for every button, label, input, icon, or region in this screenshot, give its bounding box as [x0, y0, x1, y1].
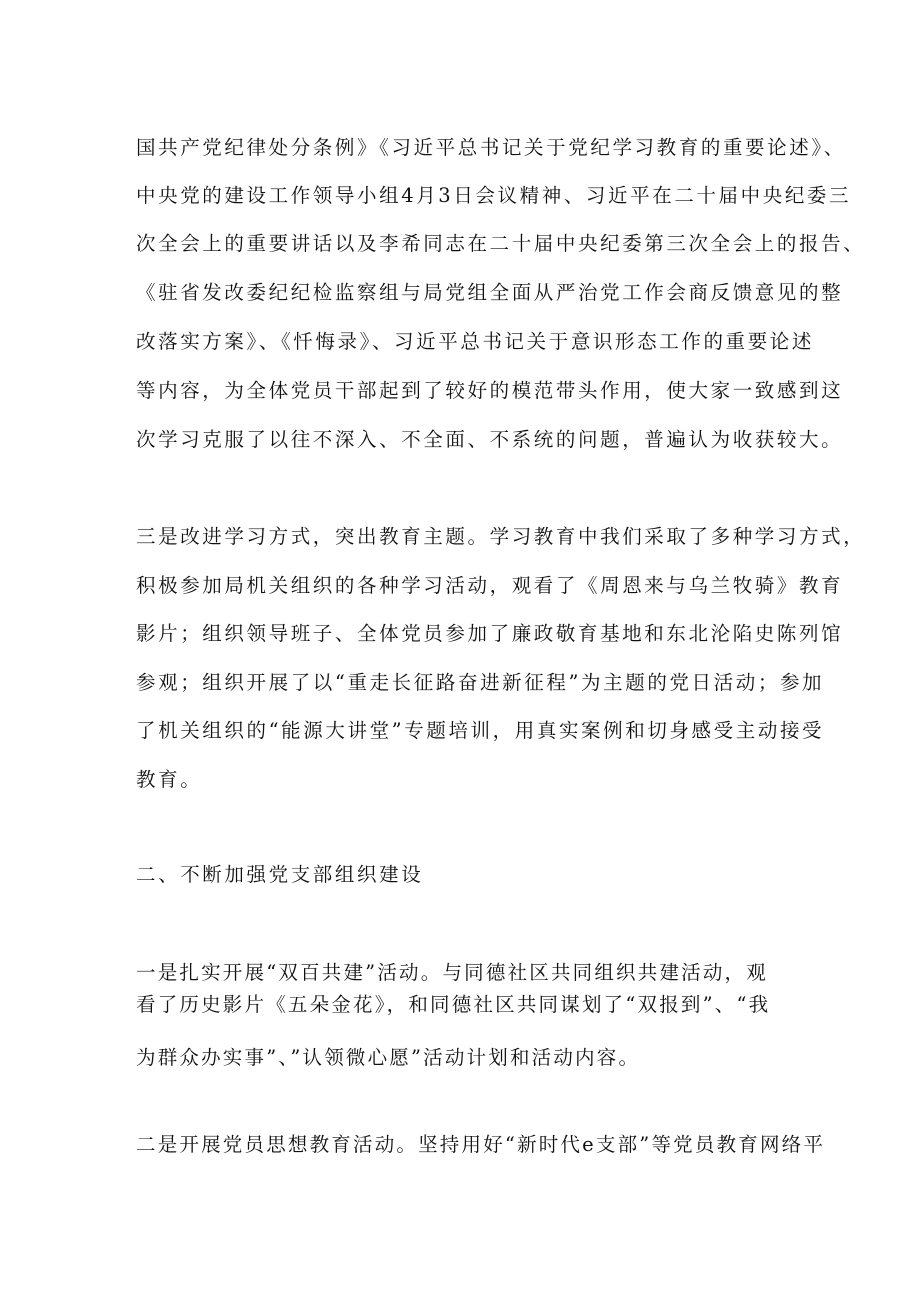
- text-line: 次全会上的重要讲话以及李希同志在二十届中央纪委第三次全会上的报告、: [136, 232, 866, 255]
- text-line: 教育。: [136, 768, 203, 791]
- text-line: 等内容，为全体党员干部起到了较好的模范带头作用，使大家一致感到这: [136, 379, 844, 402]
- text-line: 二是开展党员思想教育活动。坚持用好“新时代e支部”等党员教育网络平: [136, 1133, 826, 1156]
- text-line: 中央党的建设工作领导小组4月3日会议精神、习近平在二十届中央纪委三: [136, 184, 852, 207]
- text-line: 影片；组织领导班子、全体党员参加了廉政敬育基地和东北沦陷史陈列馆: [136, 622, 844, 645]
- text-line: 《驻省发改委纪纪检监察组与局党组全面从严治党工作会商反馈意见的整: [136, 281, 844, 304]
- section-heading: 二、不断加强党支部组织建设: [136, 863, 424, 886]
- text-line: 国共产党纪律处分条例》《习近平总书记关于党纪学习教育的重要论述》、: [136, 136, 846, 159]
- text-line: 看了历史影片《五朵金花》，和同德社区共同谋划了“双报到”、“我: [136, 993, 771, 1016]
- text-line: 一是扎实开展“双百共建”活动。与同德社区共同组织共建活动，观: [136, 961, 768, 984]
- text-line: 改落实方案》、《忏悔录》、习近平总书记关于意识形态工作的重要论述: [136, 330, 814, 353]
- text-line: 积极参加局机关组织的各种学习活动，观看了《周恩来与乌兰牧骑》教育: [136, 574, 844, 597]
- text-line: 为群众办实事”、”认领微心愿”活动计划和活动内容。: [136, 1046, 641, 1069]
- text-line: 三是改进学习方式，突出教育主题。学习教育中我们采取了多种学习方式，: [136, 525, 866, 548]
- text-line: 次学习克服了以往不深入、不全面、不系统的问题，普遍认为收获较大。: [136, 428, 844, 451]
- text-line: 参观；组织开展了以“重走长征路奋进新征程”为主题的党日活动；参加: [136, 671, 825, 694]
- text-line: 了机关组织的“能源大讲堂”专题培训，用真实案例和切身感受主动接受: [136, 719, 825, 742]
